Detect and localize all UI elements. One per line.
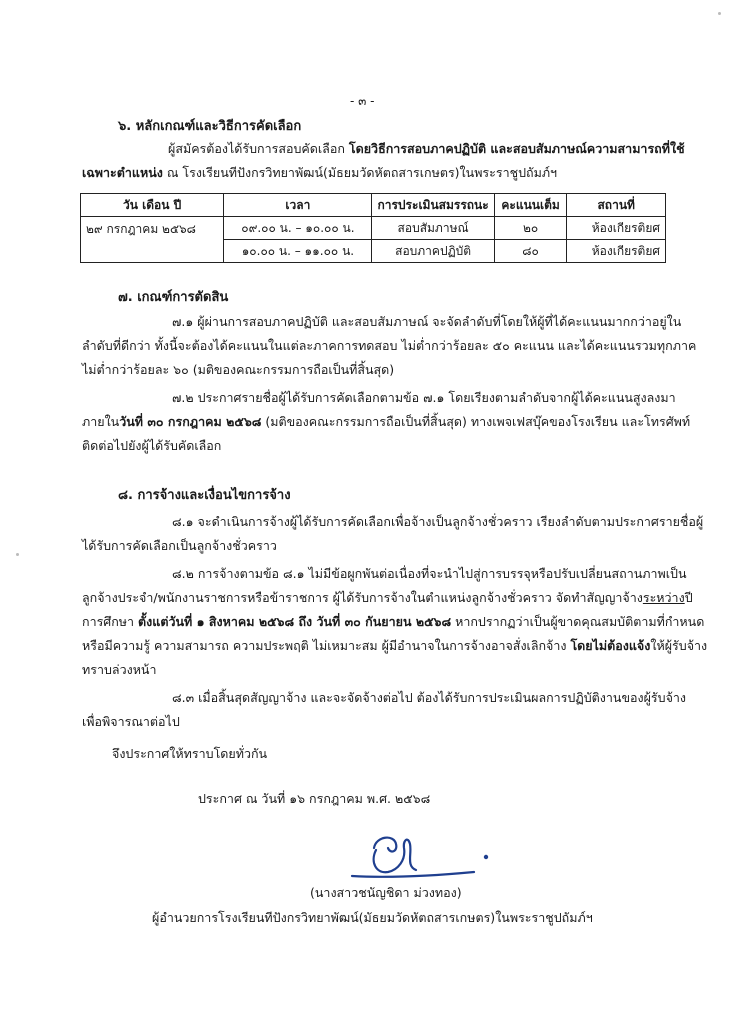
clause-8-3-line-2: เพื่อพิจารณาต่อไป [82, 714, 180, 729]
exam-date: ๒๙ กรกฎาคม ๒๕๖๘ [81, 217, 224, 263]
section-6-paragraph-line-2 [82, 164, 557, 182]
clause-8-2-termination: หรือมีความรู้ ความสามารถ ความประพฤติ ไม่เหมาะสม ผู้มีอำนาจในการจ้างอาจสั่งเลิกจ้าง [82, 638, 571, 653]
signer-title: ผู้อำนวยการโรงเรียนทีปังกรวิทยาพัฒน์(มัธยมวัดหัตถสารเกษตร)ในพระราชูปถัมภ์ฯ [152, 910, 593, 925]
clause-8-2-line-2 [82, 589, 693, 607]
header-place: สถานที่ [567, 194, 666, 217]
table-header-row [81, 194, 666, 217]
clause-7-2-suffix: (มติของคณะกรรมการถือเป็นที่สิ้นสุด) ทางเพจเฟสบุ๊คของโรงเรียน และโทรศัพท์ [261, 414, 691, 429]
clause-7-1-line-2: ลำดับที่ดีกว่า ทั้งนี้จะต้องได้คะแนนในแต่ละภาคการทดสอบ ไม่ต่ำกว่าร้อยละ ๕๐ คะแนน และได้คะแนนรวมทุกภาค [82, 338, 697, 353]
exam-score: ๒๐ [494, 217, 567, 240]
page-number: - ๓ - [350, 94, 375, 108]
clause-8-2-underlined: ระหว่าง [642, 590, 685, 605]
clause-8-2-no-notice: โดยไม่ต้องแจ้ง [570, 638, 651, 653]
clause-8-2-academic: การศึกษา [82, 614, 139, 629]
clause-8-2-condition: หากปรากฏว่าเป็นผู้ขาดคุณสมบัติตามที่กำหนด [451, 614, 705, 629]
clause-8-2-contractor: ให้ผู้รับจ้าง [650, 638, 708, 653]
clause-8-2-line-4 [82, 637, 707, 655]
signer-name: (นางสาวชนัญชิดา ม่วงทอง) [310, 885, 462, 900]
exam-schedule-table [80, 193, 666, 263]
clause-8-2-line-1: ๘.๒ การจ้างตามข้อ ๘.๑ ไม่มีข้อผูกพันต่อเนื่องที่จะนำไปสู่การบรรจุหรือปรับเปลี่ยนสถานภาพเป็น [172, 566, 687, 581]
section-6-text: ผู้สมัครต้องได้รับการสอบคัดเลือก [168, 141, 345, 156]
exam-place: ห้องเกียรติยศ [567, 240, 666, 263]
clause-8-1-line-2: ได้รับการคัดเลือกเป็นลูกจ้างชั่วคราว [82, 538, 277, 553]
clause-7-2-line-3: ติดต่อไปยังผู้ได้รับคัดเลือก [82, 438, 222, 453]
clause-8-2-line-5: ทราบล่วงหน้า [82, 662, 157, 677]
clause-8-2-text: ลูกจ้างประจำ/พนักงานราชการหรือข้าราชการ ผู้ได้รับการจ้างในตำแหน่งลูกจ้างชั่วคราว จัดทำสัญญาจ้าง [82, 590, 643, 605]
section-7-heading: ๗. เกณฑ์การตัดสิน [118, 290, 229, 305]
exam-assessment: สอบภาคปฏิบัติ [372, 240, 494, 263]
header-time: เวลา [224, 194, 372, 217]
header-date: วัน เดือน ปี [81, 194, 224, 217]
exam-time: ๑๐.๐๐ น. – ๑๑.๐๐ น. [224, 240, 372, 263]
signature-image [346, 826, 496, 888]
clause-8-2-year: ปี [684, 590, 693, 605]
clause-7-1-line-3: ไม่ต่ำกว่าร้อยละ ๖๐ (มติของคณะกรรมการถือเป็นที่สิ้นสุด) [82, 362, 395, 377]
section-6-emphasis: โดยวิธีการสอบภาคปฏิบัติ และสอบสัมภาษณ์ความสามารถที่ใช้ [348, 141, 685, 156]
clause-7-2-announce-date: วันที่ ๓๐ กรกฎาคม ๒๕๖๘ [119, 414, 262, 429]
clause-8-2-line-3 [82, 613, 704, 631]
section-6-paragraph-line-1 [168, 140, 685, 158]
exam-assessment: สอบสัมภาษณ์ [372, 217, 494, 240]
header-full-score: คะแนนเต็ม [494, 194, 567, 217]
header-assessment: การประเมินสมรรถนะ [372, 194, 494, 217]
scan-speck [718, 12, 721, 15]
exam-place: ห้องเกียรติยศ [567, 217, 666, 240]
clause-8-2-contract-period: ตั้งแต่วันที่ ๑ สิงหาคม ๒๕๖๘ ถึง วันที่ ๓๐ กันยายน ๒๕๖๘ [138, 614, 452, 629]
section-6-heading: ๖. หลักเกณฑ์และวิธีการคัดเลือก [118, 119, 302, 134]
clause-7-2-line-2 [82, 413, 690, 431]
clause-8-3-line-1: ๘.๓ เมื่อสิ้นสุดสัญญาจ้าง และจะจัดจ้างต่อไป ต้องได้รับการประเมินผลการปฏิบัติงานของผู้รับจ้าง [172, 690, 687, 705]
clause-7-2-prefix: ภายใน [82, 414, 120, 429]
exam-score: ๘๐ [494, 240, 567, 263]
exam-time: ๐๙.๐๐ น. – ๑๐.๐๐ น. [224, 217, 372, 240]
clause-8-1-line-1: ๘.๑ จะดำเนินการจ้างผู้ได้รับการคัดเลือกเพื่อจ้างเป็นลูกจ้างชั่วคราว เรียงลำดับตามประกาศรายชื่อผู้ [172, 514, 704, 529]
announcement-line: จึงประกาศให้ทราบโดยทั่วกัน [112, 746, 268, 761]
scan-speck [16, 553, 19, 556]
announcement-date: ประกาศ ณ วันที่ ๑๖ กรกฎาคม พ.ศ. ๒๕๖๘ [198, 791, 431, 806]
clause-7-2-line-1: ๗.๒ ประกาศรายชื่อผู้ได้รับการคัดเลือกตามข้อ ๗.๑ โดยเรียงตามลำดับจากผู้ได้คะแนนสูงลงมา [172, 390, 676, 405]
table-row [81, 217, 666, 240]
clause-7-1-line-1: ๗.๑ ผู้ผ่านการสอบภาคปฏิบัติ และสอบสัมภาษณ์ จะจัดลำดับที่โดยให้ผู้ที่ได้คะแนนมากกว่าอยู่ใน [172, 314, 682, 329]
section-8-heading: ๘. การจ้างและเงื่อนไขการจ้าง [118, 488, 291, 503]
section-6-location: ณ โรงเรียนทีปังกรวิทยาพัฒน์(มัธยมวัดหัตถสารเกษตร)ในพระราชูปถัมภ์ฯ [166, 165, 558, 180]
section-6-position-label: เฉพาะตำแหน่ง [82, 165, 163, 180]
